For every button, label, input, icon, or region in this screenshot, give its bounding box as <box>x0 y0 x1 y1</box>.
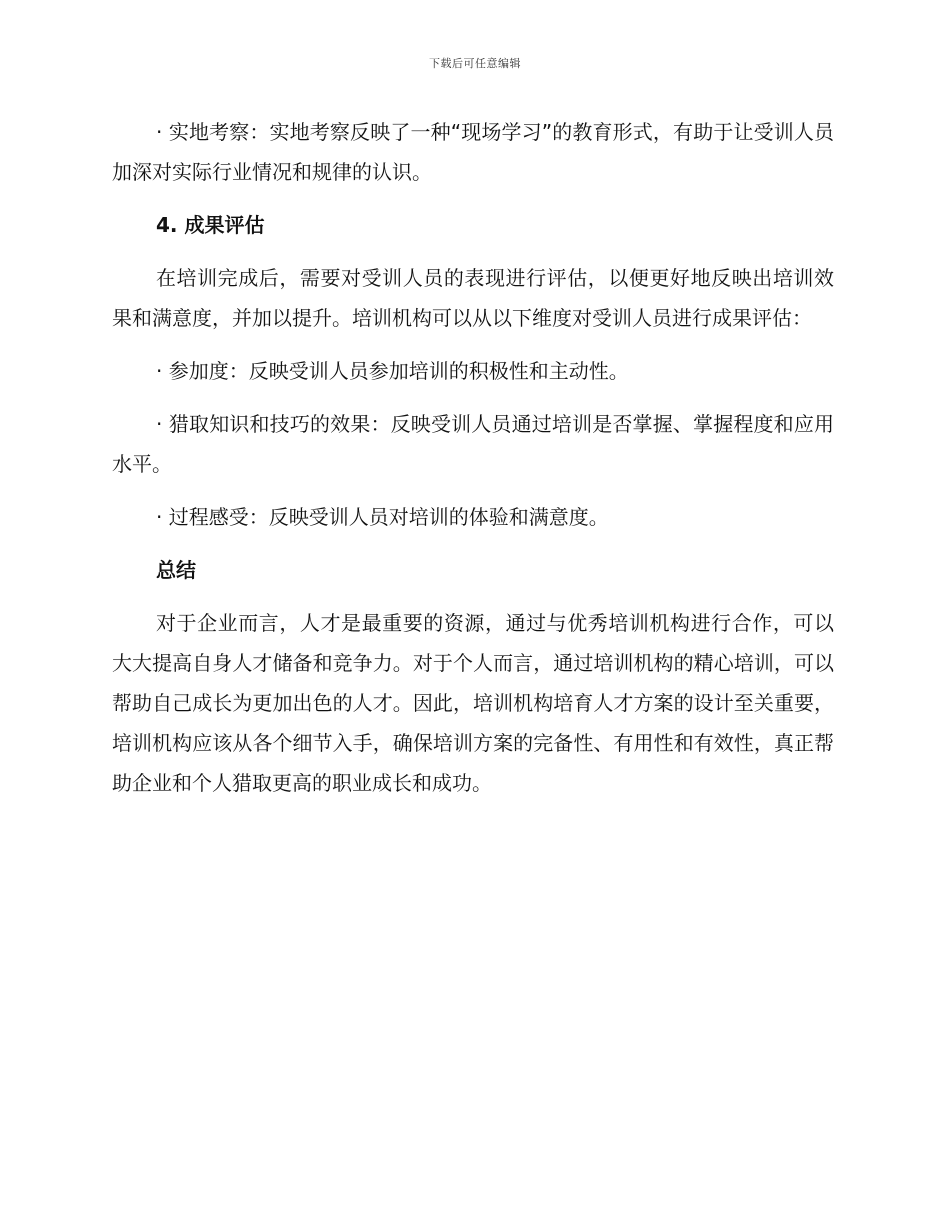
section-heading-outcome-evaluation: 4. 成果评估 <box>156 213 265 237</box>
paragraph-summary: 对于企业而言，人才是最重要的资源，通过与优秀培训机构进行合作，可以大大提高自身人才储备和竞争力。对于个人而言，通过培训机构的精心培训，可以帮助自己成长为更加出色的人才。因此，培训机构培育人才方案的设计至关重要，培训机构应该从各个细节入手，确保培训方案的完备性、有用性和有效性，真正帮助企业和个人猎取更高的职业成长和成功。 <box>112 611 834 795</box>
section-heading-summary: 总结 <box>156 558 196 582</box>
document-body <box>112 112 834 816</box>
paragraph-evaluation-intro: 在培训完成后，需要对受训人员的表现进行评估，以便更好地反映出培训效果和满意度，并加以提升。培训机构可以从以下维度对受训人员进行成果评估： <box>112 266 834 330</box>
bullet-participation: · 参加度：反映受训人员参加培训的积极性和主动性。 <box>156 359 629 383</box>
bullet-field-visit: · 实地考察：实地考察反映了一种“现场学习”的教育形式，有助于让受训人员加深对实际行业情况和规律的认识。 <box>112 120 834 184</box>
bullet-process-experience: · 过程感受：反映受训人员对培训的体验和满意度。 <box>156 505 609 529</box>
header-note: 下载后可任意编辑 <box>429 57 521 70</box>
bullet-knowledge-effect: · 猎取知识和技巧的效果：反映受训人员通过培训是否掌握、掌握程度和应用水平。 <box>112 412 834 476</box>
